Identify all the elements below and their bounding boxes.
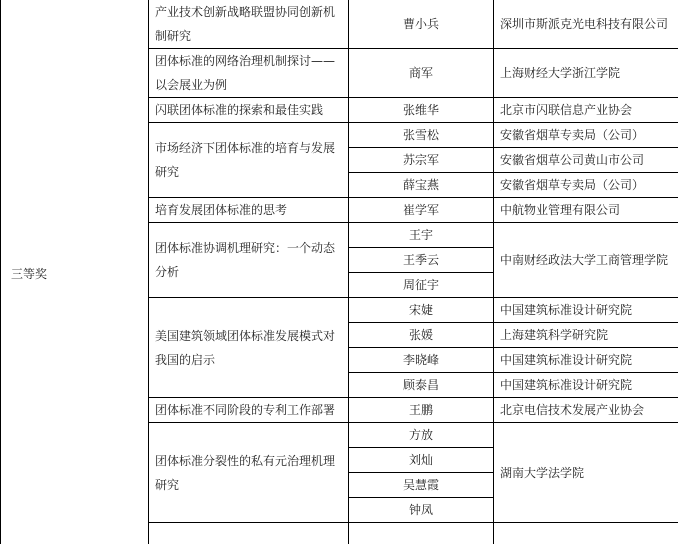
author-cell: 王宇 bbox=[349, 223, 494, 248]
table-row bbox=[1, 0, 678, 49]
author-cell: 张媛 bbox=[349, 323, 494, 348]
organization-cell: 中国建筑标准设计研究院 bbox=[494, 373, 678, 398]
organization-cell: 中国建筑标准设计研究院 bbox=[494, 298, 678, 323]
organization-cell: 中南财经政法大学工商管理学院 bbox=[494, 223, 678, 298]
paper-title-cell: 团体标准分裂性的私有元治理机理研究 bbox=[149, 423, 349, 523]
organization-cell: 安徽省烟草专卖局（公司） bbox=[494, 173, 678, 198]
paper-title-cell: 团体标准不同阶段的专利工作部署 bbox=[149, 398, 349, 423]
organization-cell: 上海财经大学浙江学院 bbox=[494, 49, 678, 98]
author-cell: 薛宝燕 bbox=[349, 173, 494, 198]
organization-cell bbox=[494, 523, 678, 544]
organization-cell: 中国建筑标准设计研究院 bbox=[494, 348, 678, 373]
author-cell: 商军 bbox=[349, 49, 494, 98]
author-cell: 宋婕 bbox=[349, 298, 494, 323]
author-cell: 周征宇 bbox=[349, 273, 494, 298]
author-cell: 顾泰昌 bbox=[349, 373, 494, 398]
paper-title-cell: 市场经济下团体标准的培育与发展研究 bbox=[149, 123, 349, 198]
award-level-cell: 三等奖 bbox=[1, 0, 149, 544]
author-cell: 王鹏 bbox=[349, 398, 494, 423]
author-cell: 钟凤 bbox=[349, 498, 494, 523]
organization-cell: 安徽省烟草专卖局（公司） bbox=[494, 123, 678, 148]
organization-cell: 上海建筑科学研究院 bbox=[494, 323, 678, 348]
author-cell: 方放 bbox=[349, 423, 494, 448]
author-cell: 刘灿 bbox=[349, 448, 494, 473]
paper-title-cell: 闪联团体标准的探索和最佳实践 bbox=[149, 98, 349, 123]
paper-title-cell: 培育发展团体标准的思考 bbox=[149, 198, 349, 223]
author-cell: 曹小兵 bbox=[349, 0, 494, 49]
author-cell: 张维华 bbox=[349, 98, 494, 123]
author-cell: 吴慧霞 bbox=[349, 473, 494, 498]
organization-cell: 北京电信技术发展产业协会 bbox=[494, 398, 678, 423]
paper-title-cell: 团体标准的网络治理机制探讨——以会展业为例 bbox=[149, 49, 349, 98]
organization-cell: 深圳市斯派克光电科技有限公司 bbox=[494, 0, 678, 49]
organization-cell: 湖南大学法学院 bbox=[494, 423, 678, 523]
author-cell: 苏宗军 bbox=[349, 148, 494, 173]
author-cell: 李晓峰 bbox=[349, 348, 494, 373]
author-cell bbox=[349, 523, 494, 544]
author-cell: 张雪松 bbox=[349, 123, 494, 148]
organization-cell: 北京市闪联信息产业协会 bbox=[494, 98, 678, 123]
paper-title-cell: 美国建筑领域团体标准发展模式对我国的启示 bbox=[149, 298, 349, 398]
author-cell: 王季云 bbox=[349, 248, 494, 273]
paper-title-cell: 团体标准协调机理研究：一个动态分析 bbox=[149, 223, 349, 298]
organization-cell: 中航物业管理有限公司 bbox=[494, 198, 678, 223]
paper-title-cell: 产业技术创新战略联盟协同创新机制研究 bbox=[149, 0, 349, 49]
author-cell: 崔学军 bbox=[349, 198, 494, 223]
paper-title-cell bbox=[149, 523, 349, 544]
organization-cell: 安徽省烟草公司黄山市公司 bbox=[494, 148, 678, 173]
